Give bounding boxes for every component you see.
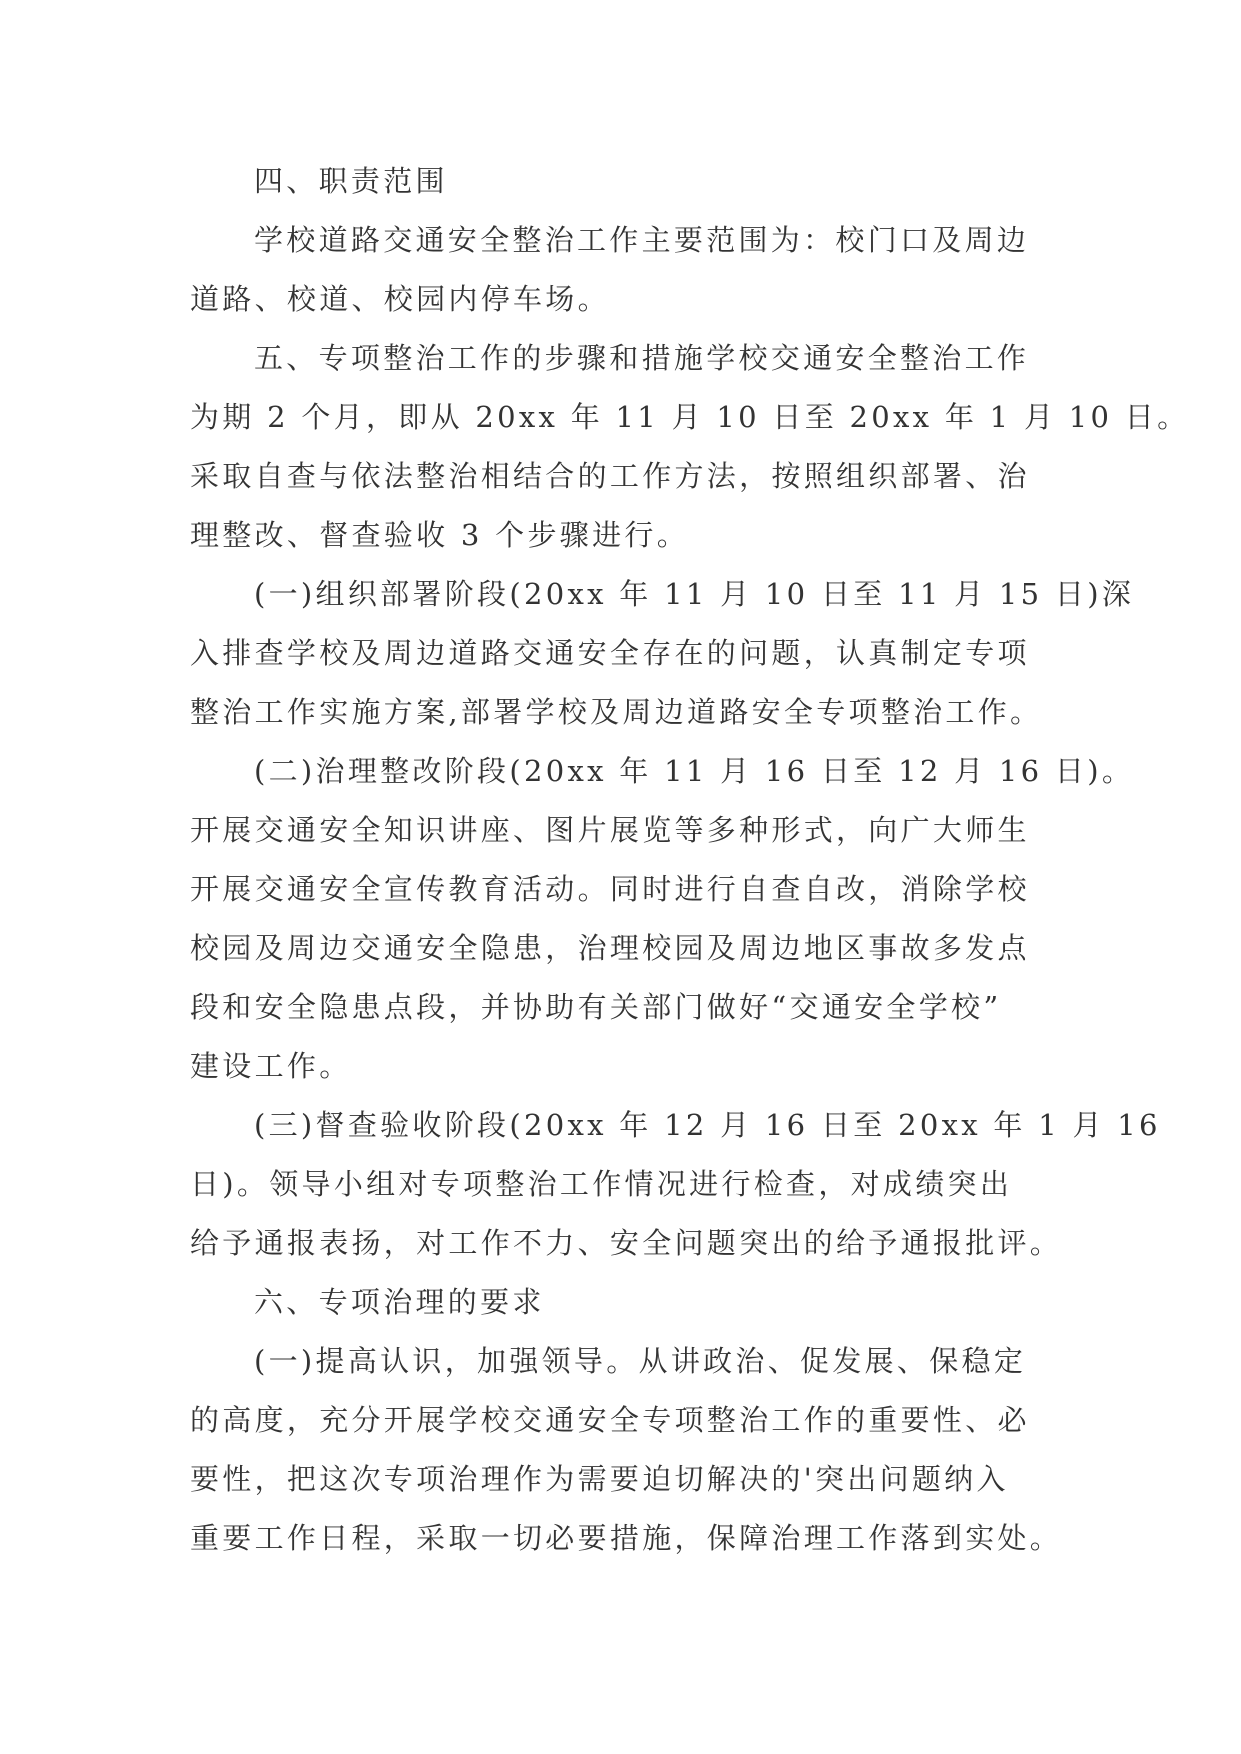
section-heading-4: 四、职责范围 <box>254 164 448 198</box>
section-heading-5: 五、专项整治工作的步骤和措施学校交通安全整治工作 <box>254 341 1030 375</box>
paragraph-line: 整治工作实施方案,部署学校及周边道路安全专项整治工作。 <box>190 695 1043 729</box>
paragraph-line: 重要工作日程，采取一切必要措施，保障治理工作落到实处。 <box>190 1521 1063 1555</box>
paragraph-line: 的高度，充分开展学校交通安全专项整治工作的重要性、必 <box>190 1403 1030 1437</box>
document-body <box>190 152 1190 1568</box>
paragraph-line: 开展交通安全宣传教育活动。同时进行自查自改，消除学校 <box>190 872 1030 906</box>
paragraph-line: 给予通报表扬，对工作不力、安全问题突出的给予通报批评。 <box>190 1226 1063 1260</box>
paragraph-line: (三)督查验收阶段(20xx 年 12 月 16 日至 20xx 年 1 月 16 <box>254 1108 1161 1142</box>
paragraph-line: 开展交通安全知识讲座、图片展览等多种形式，向广大师生 <box>190 813 1030 847</box>
paragraph-line: 为期 2 个月，即从 20xx 年 11 月 10 日至 20xx 年 1 月 10 日。 <box>190 400 1190 434</box>
paragraph-line: 建设工作。 <box>190 1049 352 1083</box>
paragraph-line: 采取自查与依法整治相结合的工作方法，按照组织部署、治 <box>190 459 1030 493</box>
paragraph-line: 入排查学校及周边道路交通安全存在的问题，认真制定专项 <box>190 636 1030 670</box>
paragraph-line: 校园及周边交通安全隐患，治理校园及周边地区事故多发点 <box>190 931 1030 965</box>
paragraph-line: 段和安全隐患点段，并协助有关部门做好“交通安全学校” <box>190 990 1002 1024</box>
section-heading-6: 六、专项治理的要求 <box>254 1285 545 1319</box>
paragraph-line: 学校道路交通安全整治工作主要范围为：校门口及周边 <box>254 223 1030 257</box>
paragraph-line: (一)提高认识，加强领导。从讲政治、促发展、保稳定 <box>254 1344 1027 1378</box>
paragraph-line: 日)。领导小组对专项整治工作情况进行检查，对成绩突出 <box>190 1167 1013 1201</box>
paragraph-line: (一)组织部署阶段(20xx 年 11 月 10 日至 11 月 15 日)深 <box>254 577 1135 611</box>
paragraph-line: 理整改、督查验收 3 个步骤进行。 <box>190 518 689 552</box>
paragraph-line: 道路、校道、校园内停车场。 <box>190 282 610 316</box>
paragraph-line: (二)治理整改阶段(20xx 年 11 月 16 日至 12 月 16 日)。 <box>254 754 1135 788</box>
paragraph-line: 要性，把这次专项治理作为需要迫切解决的'突出问题纳入 <box>190 1462 1009 1496</box>
